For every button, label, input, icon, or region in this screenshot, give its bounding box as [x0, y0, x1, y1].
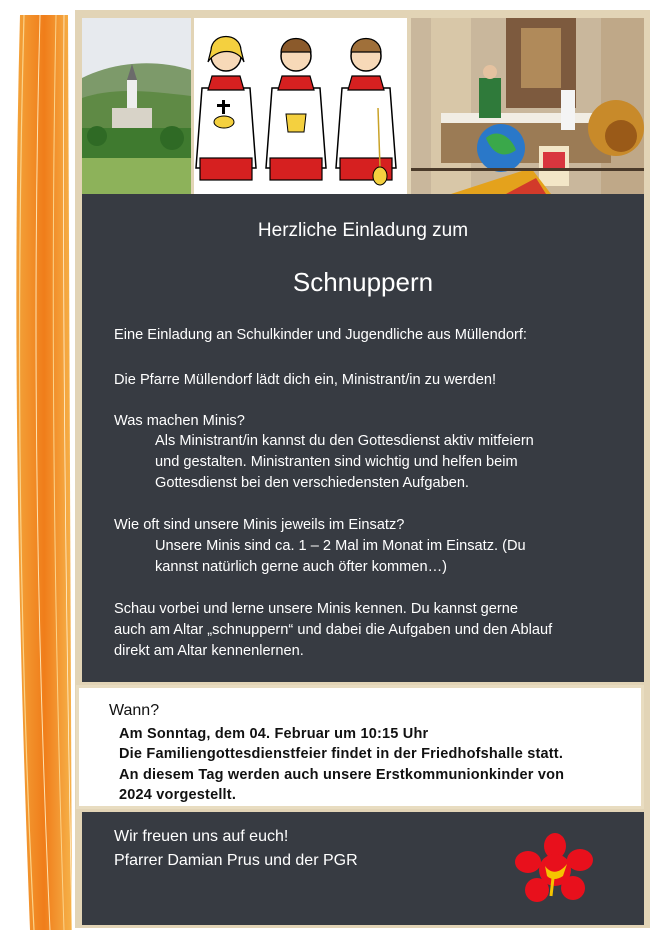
answer-1-line: Gottesdienst bei den verschiedensten Aufgaben. [155, 475, 469, 491]
title-line-1: Herzliche Einladung zum [257, 220, 469, 241]
answer-1-line: und gestalten. Ministranten sind wichtig und helfen beim [155, 454, 518, 470]
title-line-2: Schnuppern [292, 267, 434, 297]
footer-signature: Pfarrer Damian Prus und der PGR [114, 852, 358, 869]
closing-line: Schau vorbei und lerne unsere Minis kennen. Du kannst gerne [114, 601, 519, 617]
when-info-box [76, 685, 644, 809]
altar-servers-illustration [194, 18, 407, 194]
when-line: 2024 vorgestellt. [119, 787, 237, 803]
closing-line: auch am Altar „schnuppern“ und dabei die Aufgaben und den Ablauf [114, 622, 553, 638]
footer-greeting: Wir freuen uns auf euch! [114, 828, 289, 845]
when-line: Die Familiengottesdienstfeier findet in der Friedhofshalle statt. [119, 746, 564, 762]
when-line: An diesem Tag werden auch unsere Erstkommunionkinder von [119, 767, 565, 783]
when-title: Wann? [109, 702, 160, 719]
when-line: Am Sonntag, dem 04. Februar um 10:15 Uhr [119, 726, 429, 742]
village-photo [82, 18, 191, 194]
invite-text: Die Pfarre Müllendorf lädt dich ein, Ministrant/in zu werden! [114, 372, 497, 388]
answer-2-line: Unsere Minis sind ca. 1 – 2 Mal im Monat im Einsatz. (Du [155, 538, 526, 554]
answer-2-line: kannst natürlich gerne auch öfter kommen…) [155, 559, 448, 575]
intro-text: Eine Einladung an Schulkinder und Jugendliche aus Müllendorf: [114, 327, 527, 343]
answer-1-line: Als Ministrant/in kannst du den Gottesdienst aktiv mitfeiern [155, 433, 534, 449]
question-1: Was machen Minis? [114, 413, 245, 429]
orange-decor-band [10, 15, 72, 930]
church-altar-photo [411, 18, 644, 194]
question-2: Wie oft sind unsere Minis jeweils im Einsatz? [114, 517, 405, 533]
closing-line: direkt am Altar kennenlernen. [114, 643, 304, 659]
parish-flower-logo [515, 832, 595, 904]
